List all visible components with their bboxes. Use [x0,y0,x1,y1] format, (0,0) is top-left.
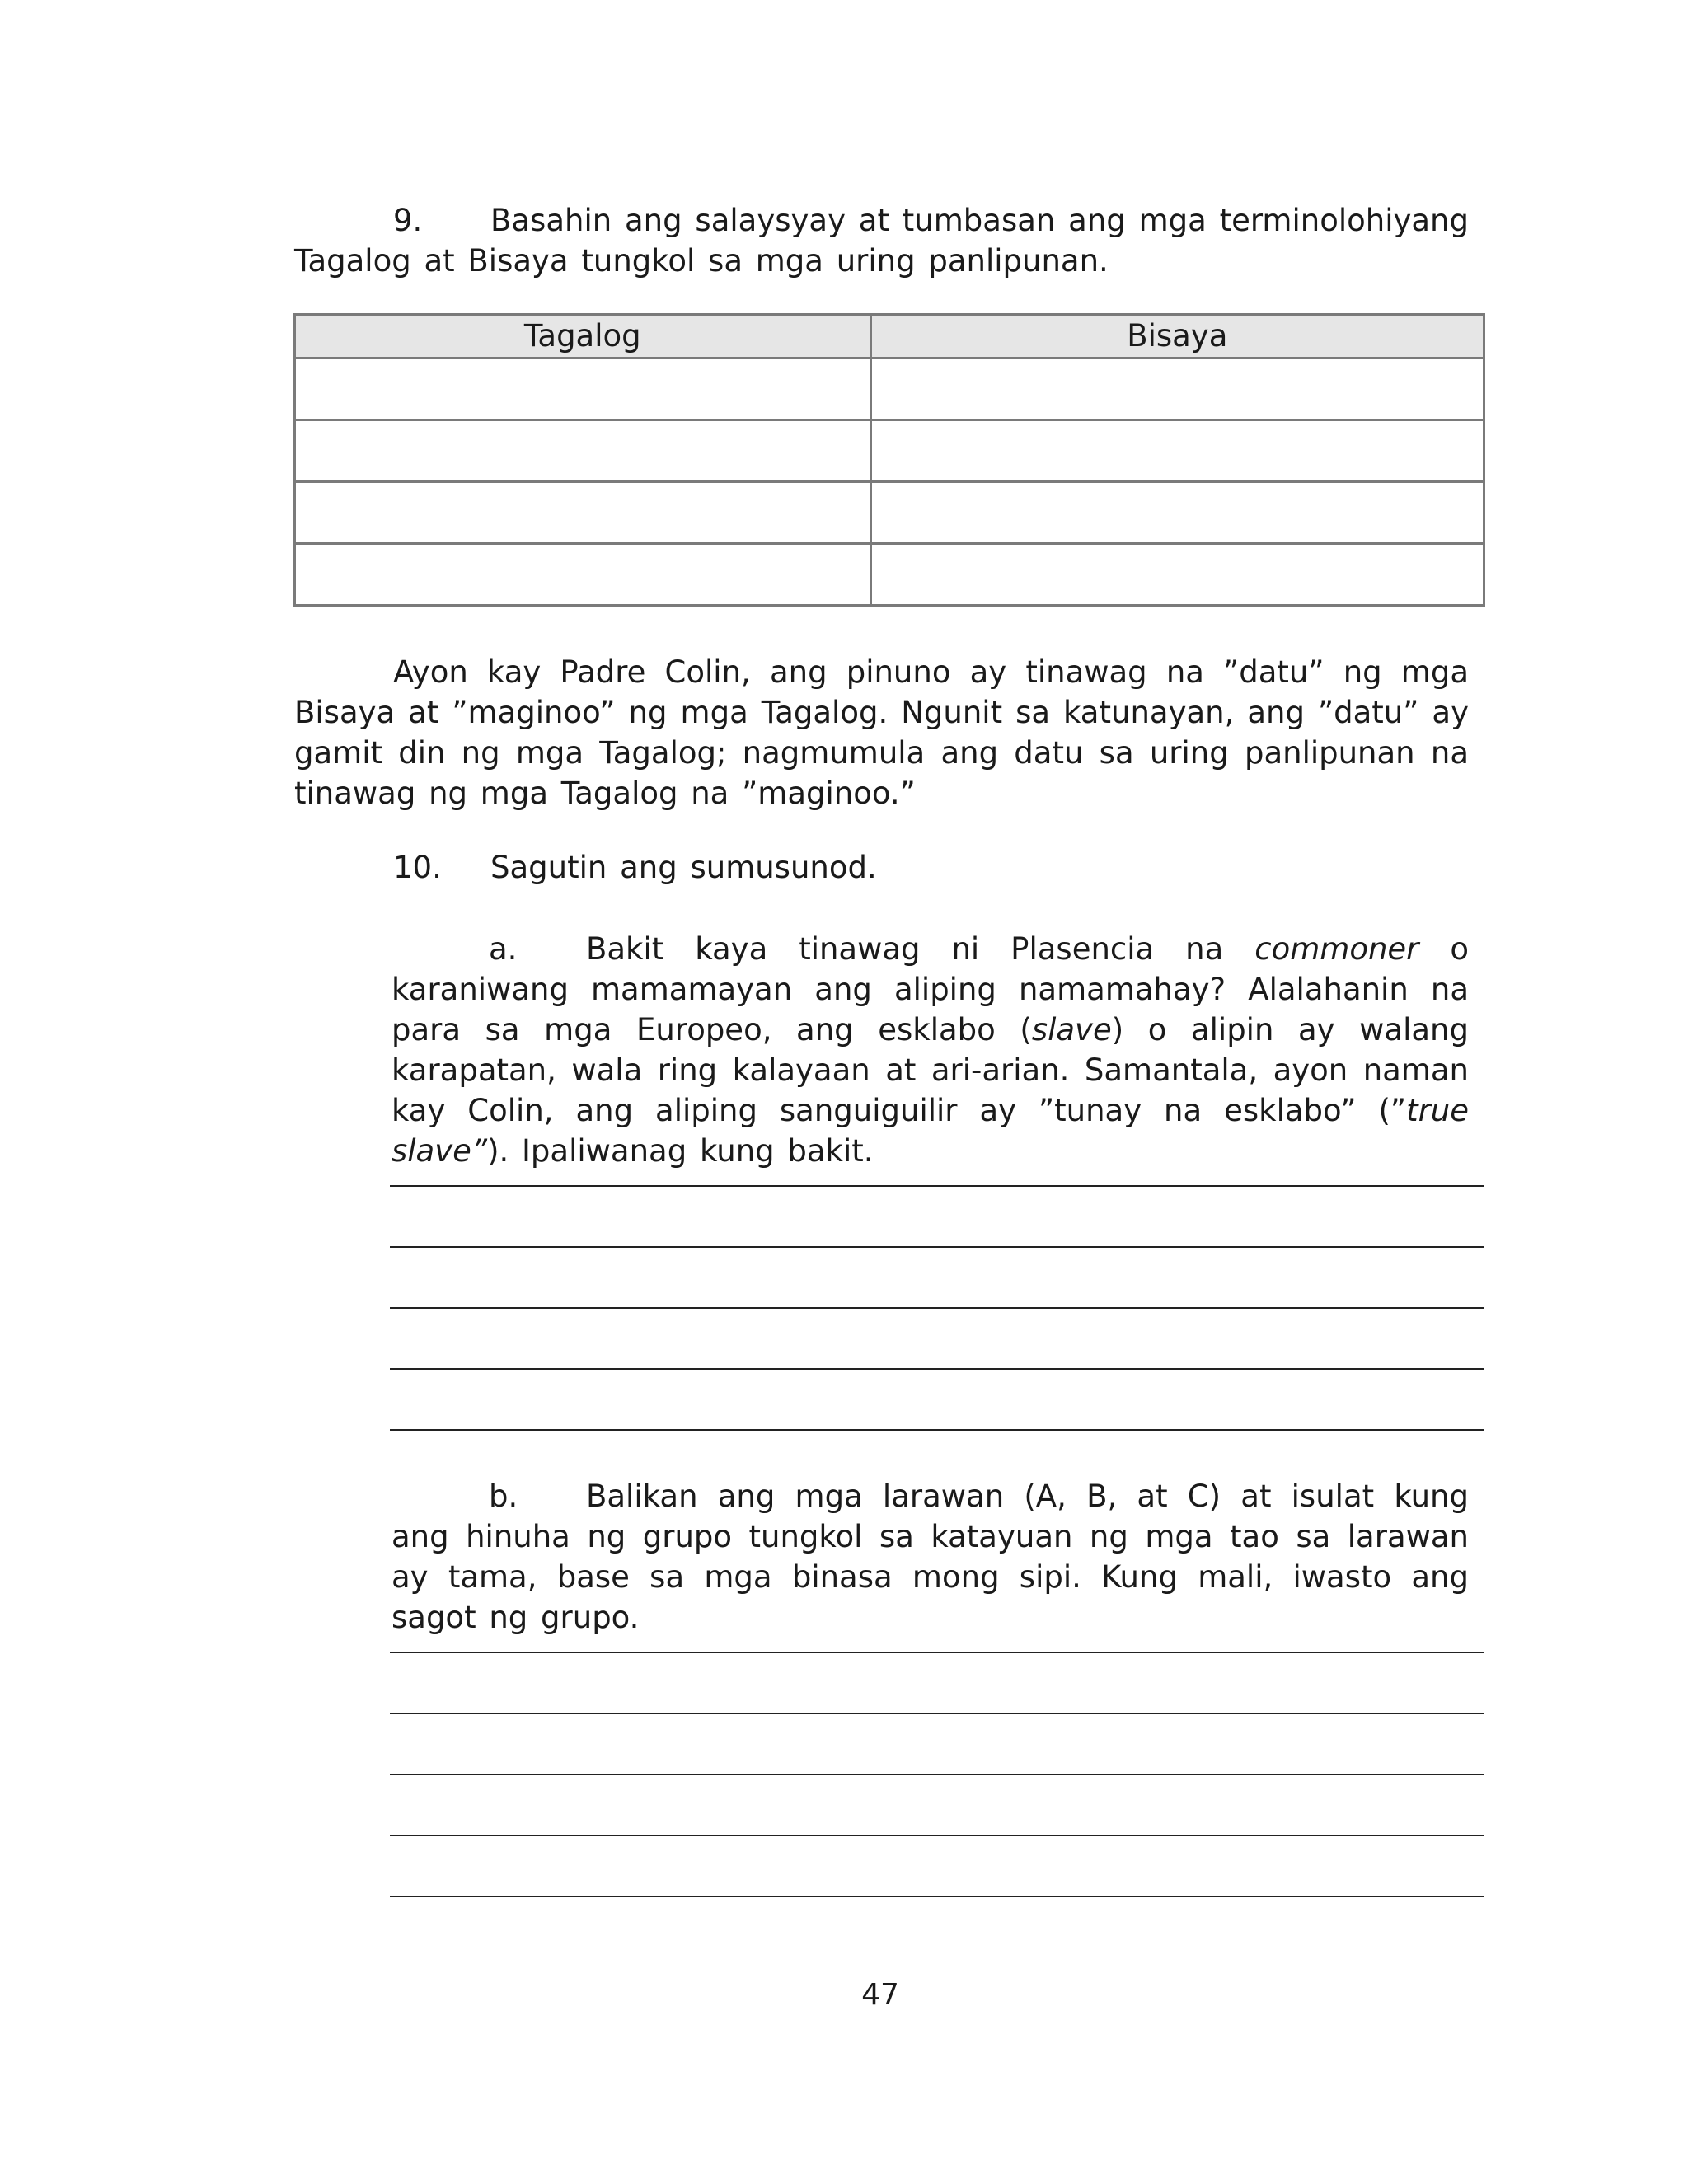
question-10a-italic-commoner: commoner [1254,931,1419,967]
colin-paragraph: Ayon kay Padre Colin, ang pinuno ay tinawag na ”datu” ng mga Bisaya at ”maginoo” ng mga Tagalog. Ngunit sa katunayan, ang ”datu” ay gamit din ng mga Tagalog; nagmumula ang datu sa uring panlipunan na tinawag ng mga Tagalog na ”maginoo.” [294,654,1469,811]
question-10-text: Sagutin ang sumusunod. [490,850,877,885]
answer-line-a4[interactable] [390,1368,1484,1370]
question-10a-text-4: ). Ipaliwanag kung bakit. [487,1133,874,1169]
question-10-number: 10. [393,850,442,885]
question-10b [392,1476,1469,1638]
question-10a-italic-true-slave: true slave” [392,1093,1469,1169]
question-10a-italic-slave: slave [1031,1012,1112,1047]
question-10a-text-1: Bakit kaya tinawag ni Plasencia na [586,931,1255,967]
table-row [295,544,1484,606]
answer-line-b4[interactable] [390,1835,1484,1836]
question-10b-text: Balikan ang mga larawan (A, B, at C) at isulat kung ang hinuha ng grupo tungkol sa katayuan ng mga tao sa larawan ay tama, base sa mga binasa mong sipi. Kung mali, iwasto ang sagot ng grupo. [392,1479,1469,1635]
answer-line-a1[interactable] [390,1185,1484,1187]
page-number: 47 [861,1978,899,2012]
table-header-bisaya: Bisaya [870,315,1484,359]
table-header-tagalog: Tagalog [295,315,871,359]
table-cell-tagalog[interactable] [295,544,871,606]
question-10 [294,847,1469,888]
answer-line-a5[interactable] [390,1429,1484,1431]
table-row [295,359,1484,420]
question-10b-letter: b. [489,1479,518,1514]
answer-line-b1[interactable] [390,1652,1484,1653]
table-cell-bisaya[interactable] [870,544,1484,606]
question-10a [392,929,1469,1171]
table-cell-tagalog[interactable] [295,359,871,420]
question-9-text: Basahin ang salaysyay at tumbasan ang mga terminolohiyang Tagalog at Bisaya tungkol sa mga uring panlipunan. [294,203,1469,279]
answer-line-b2[interactable] [390,1713,1484,1714]
table-cell-bisaya[interactable] [870,482,1484,544]
question-10a-text-3: ) o alipin ay walang karapatan, wala ring kalayaan at ari-arian. Samantala, ayon naman kay Colin, ang aliping sanguiguilir ay ”tunay na esklabo” (” [392,1012,1469,1128]
table-cell-tagalog[interactable] [295,482,871,544]
question-10a-text-2: o karaniwang mamamayan ang aliping namamahay? Alalahanin na para sa mga Europeo, ang esklabo ( [392,931,1469,1047]
question-9-number: 9. [393,203,423,238]
table-row [295,420,1484,482]
table-cell-bisaya[interactable] [870,359,1484,420]
table-cell-tagalog[interactable] [295,420,871,482]
table-cell-bisaya[interactable] [870,420,1484,482]
answer-line-a2[interactable] [390,1246,1484,1248]
answer-line-b3[interactable] [390,1774,1484,1775]
terminology-table [293,313,1485,607]
table-row [295,482,1484,544]
answer-line-b5[interactable] [390,1896,1484,1897]
question-10a-letter: a. [489,931,518,967]
answer-line-a3[interactable] [390,1307,1484,1309]
question-9 [294,200,1469,281]
